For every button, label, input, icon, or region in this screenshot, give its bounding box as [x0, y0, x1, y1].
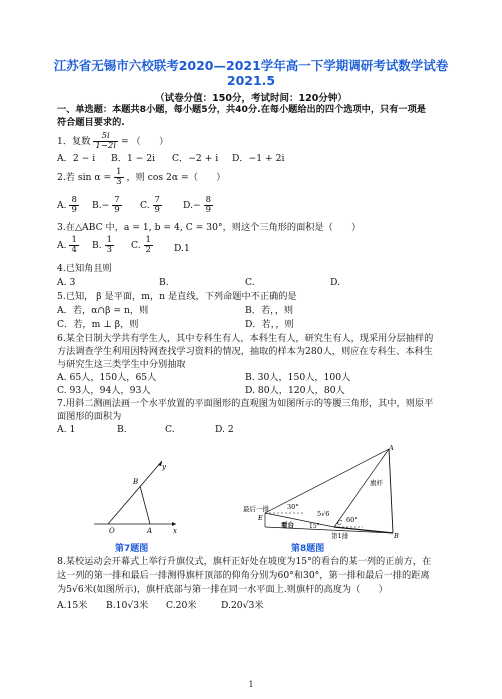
- q1-fraction: [93, 132, 118, 151]
- fig8-sightline-first-row: [334, 449, 389, 527]
- figure-8-caption: 第8题图: [291, 544, 325, 554]
- q3-c-num: 1: [145, 235, 151, 245]
- q1-stem-tail: = （ ）: [120, 136, 169, 147]
- fig8-label-e: E: [258, 514, 263, 522]
- q8-option-d: D.20√3米: [221, 600, 264, 611]
- q2-a-num: 8: [71, 195, 77, 205]
- q1-frac-den: 1−2i: [95, 141, 117, 151]
- exam-subtitle: （试卷分值：150分，考试时间：120分钟）: [155, 93, 347, 104]
- q1-stem: 1．复数: [57, 136, 91, 147]
- question-2: [57, 168, 225, 187]
- q3-option-a: [57, 236, 79, 255]
- fig7-label-x: x: [173, 527, 177, 535]
- fig8-label-flagpole: 旗杆: [370, 479, 383, 487]
- q2-d-den: 9: [205, 205, 212, 215]
- q4-option-a: A. 3: [57, 277, 76, 288]
- q7-option-d: D. 2: [215, 424, 234, 435]
- q5-option-c: C．若，m ⊥ β，则: [57, 319, 139, 330]
- q2-a-den: 9: [71, 205, 77, 215]
- q3-b-label: B.: [92, 240, 102, 251]
- figure-7-caption: 第7题图: [115, 544, 149, 554]
- question-1: [57, 132, 168, 151]
- q2-option-d: [183, 196, 213, 215]
- question-6-line1: 6.某全日制大学共有学生人，其中专科生有人，本科生有人，研究生有人，现采用分层抽样的: [57, 333, 434, 344]
- question-8-line1: 8.某校运动会开幕式上举行升旗仪式，旗杆正好处在坡度为15°的看台的某一列的正前方，在: [57, 556, 432, 567]
- q2-b-label: B.−: [92, 200, 110, 211]
- q3-option-c: [131, 236, 153, 255]
- fig8-label-stand: 看台: [281, 521, 294, 529]
- q3-a-label: A.: [57, 240, 67, 251]
- q7-option-a: A. 1: [57, 424, 76, 435]
- q3-c-fraction: [144, 236, 153, 255]
- question-6-line2: 方法调查学生利用因特网查找学习资料的情况，抽取的样本为280人，则应在专科生、本科生: [57, 346, 433, 357]
- q3-option-d: D.1: [174, 243, 190, 254]
- question-8-line3: 为5√6米(如图所示)，旗杆底部与第一排在同一水平面上.则旗杆的高度为（ ）: [57, 584, 388, 595]
- fig7-label-y: y: [162, 463, 166, 471]
- q4-option-d: D.: [330, 277, 340, 288]
- section-heading-cont: 符合题目要求的.: [57, 117, 125, 128]
- q2-c-fraction: [153, 196, 162, 215]
- fig7-x-arrow: [172, 522, 176, 526]
- q2-a-fraction: [69, 196, 78, 215]
- q3-b-den: 3: [106, 245, 113, 255]
- q2-option-c: [140, 196, 162, 215]
- q2-d-label: D.−: [183, 200, 201, 211]
- q2-d-num: 8: [205, 195, 212, 205]
- question-3: 3.在△ABC 中，a = 1, b = 4, C = 30°，则这个三角形的面积是（ ）: [57, 222, 361, 233]
- question-6-line3: 与研究生这三类学生中分别抽取: [57, 359, 186, 370]
- figure-7-diagram: [90, 455, 180, 537]
- q8-option-c: C.20米: [166, 600, 197, 611]
- q5-option-d: D．若，，则: [245, 319, 294, 330]
- fig8-label-a: A: [389, 445, 394, 452]
- fig7-y-axis: [108, 461, 162, 524]
- question-7-line2: 面图形的面积为: [57, 411, 122, 422]
- section-heading: 一、单选题：本题共8小题，每小题5分，共40分.在每小题给出的四个选项中，只有一项是: [57, 104, 426, 115]
- fig8-label-angle30: 30°: [287, 503, 299, 511]
- question-4: 4.已知角且则: [57, 263, 112, 274]
- q1-option-c: C．−2 + i: [172, 153, 219, 164]
- q2-a-label: A.: [57, 200, 67, 211]
- fig8-label-b: B: [394, 532, 399, 540]
- fig8-label-dist: 5√6: [317, 510, 330, 518]
- fig8-label-angle15: 15°: [309, 523, 320, 530]
- q7-option-b: B.: [117, 424, 127, 435]
- exam-date: 2021.5: [226, 73, 276, 88]
- fig7-label-b: B: [133, 478, 139, 486]
- q3-a-den: 4: [71, 245, 77, 255]
- q2-b-fraction: [112, 196, 121, 215]
- q8-option-a: A.15米: [57, 600, 88, 611]
- q2-stem: 2.若 sin α =: [57, 172, 112, 183]
- q5-option-b: B．若，，则: [245, 305, 294, 316]
- q3-c-label: C.: [131, 240, 141, 251]
- q1-frac-num: 5i: [93, 132, 118, 142]
- q6-option-d: D. 80人，120人，80人: [245, 385, 345, 396]
- q1-option-d: D．−1 + 2i: [232, 153, 285, 164]
- question-7-line1: 7.用斜二测画法画一个水平放置的平面图形的直观图为如图所示的等腰三角形，其中，则原平: [57, 398, 434, 409]
- figure-8-diagram: [243, 445, 408, 540]
- question-8-line2: 这一列的第一排和最后一排测得旗杆顶部的仰角分别为60°和30°，第一排和最后一排的距离: [57, 570, 430, 581]
- q4-option-b: B.: [159, 277, 169, 288]
- fig8-label-last-row: 最后一排: [243, 505, 269, 513]
- q3-a-fraction: [69, 236, 78, 255]
- q3-b-fraction: [105, 236, 114, 255]
- q2-d-fraction: [204, 196, 213, 215]
- q3-option-b: [92, 236, 114, 255]
- fig7-label-o: O: [109, 527, 115, 535]
- fig7-segment-ba: [140, 486, 150, 524]
- q7-option-c: C.: [165, 424, 175, 435]
- fig8-flagpole: [389, 449, 393, 533]
- q1-option-b: B．1 − 2i: [111, 153, 156, 164]
- page-number: 1: [248, 680, 254, 689]
- q8-option-b: B.10√3米: [106, 600, 149, 611]
- exam-title: 江苏省无锡市六校联考2020—2021学年高一下学期调研考试数学试卷: [53, 58, 449, 73]
- q2-b-num: 7: [114, 195, 120, 205]
- q6-option-a: A. 65人，150人，65人: [57, 372, 157, 383]
- q2-frac-den: 3: [116, 177, 122, 187]
- q2-frac-num: 1: [116, 167, 122, 177]
- q3-c-den: 2: [145, 245, 151, 255]
- q1-option-a: A．2 − i: [57, 153, 96, 164]
- fig7-label-a: A: [147, 527, 153, 535]
- question-5: 5.已知， β 是平面，m，n 是直线，下列命题中不正确的是: [57, 291, 297, 302]
- fig8-label-c: C: [337, 519, 342, 527]
- q4-option-c: C.: [245, 277, 255, 288]
- q2-option-a: [57, 196, 79, 215]
- q2-c-label: C.: [140, 200, 150, 211]
- fig8-label-first-row: 第1排: [331, 532, 349, 540]
- q2-fraction: [114, 168, 123, 187]
- q2-b-den: 9: [114, 205, 120, 215]
- q5-option-a: A．若，α∩β = n，则: [57, 305, 149, 316]
- q3-a-num: 1: [71, 235, 77, 245]
- fig8-label-angle60: 60°: [346, 516, 358, 524]
- q3-b-num: 1: [106, 235, 113, 245]
- q2-c-num: 7: [154, 195, 160, 205]
- q6-option-c: C. 93人，94人，93人: [57, 385, 151, 396]
- q6-option-b: B. 30人，150人，100人: [245, 372, 351, 383]
- q2-stem-tail: ，则 cos 2α =（ ）: [126, 172, 226, 183]
- q2-c-den: 9: [154, 205, 160, 215]
- q2-option-b: [92, 196, 122, 215]
